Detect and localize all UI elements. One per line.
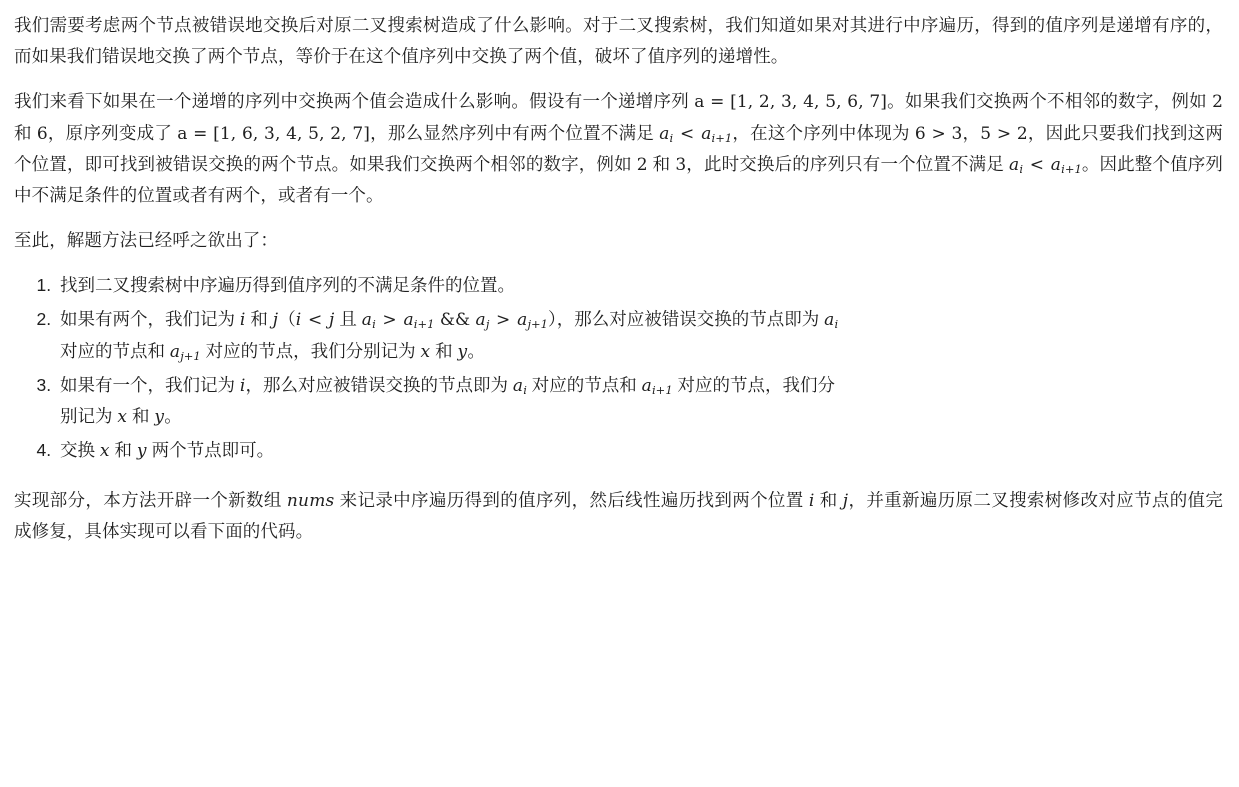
text-run: 和 xyxy=(127,406,155,427)
text-run: ，在这个序列中体现为 xyxy=(732,122,915,143)
paragraph-intro: 我们需要考虑两个节点被错误地交换后对原二叉搜索树造成了什么影响。对于二叉搜索树，我们知道如果对其进行中序遍历，得到的值序列是递增有序的，而如果我们错误地交换了两个节点，等价于在这个值序列中交换了两个值，破坏了值序列的递增性。 xyxy=(14,15,1223,67)
math-ai-gt-ai1: $a_i > a_{i+1}$ xyxy=(361,310,435,332)
math-condition-ai-lt: $a_i < a_{i+1}$ xyxy=(659,123,733,145)
paragraph-example xyxy=(14,86,1223,211)
math-j: j xyxy=(272,310,279,331)
math-condition-ai-lt-2: $a_i < a_{i+1}$ xyxy=(1009,154,1082,176)
steps-list xyxy=(14,270,1223,466)
math-value-2b: 2 xyxy=(636,154,648,175)
math-ai-single: $a_i$ xyxy=(512,375,527,397)
list-item xyxy=(56,435,1223,466)
text-run: 且 xyxy=(334,309,362,330)
math-sequence-a-swapped: a = [1, 6, 3, 4, 5, 2, 7] xyxy=(177,123,370,144)
text-run: 。因此整个值序列中不满足条件的位置或者有两个，或者有一个。 xyxy=(14,153,1223,206)
list-item xyxy=(56,304,1223,367)
math-5-gt-2: 5 > 2 xyxy=(980,123,1028,144)
math-value-3: 3 xyxy=(675,154,687,175)
text-run: 对应的节点，我们分别记为 xyxy=(200,340,421,361)
paragraph-implementation xyxy=(14,485,1223,547)
text-run: 。 xyxy=(164,406,182,427)
math-aj-gt-aj1: $a_j > a_{j+1}$ xyxy=(475,310,548,332)
text-run: ），那么对应被错误交换的节点即为 xyxy=(547,309,825,330)
math-y: y xyxy=(457,341,468,362)
text-run: 对应的节点，我们分 xyxy=(672,374,836,395)
math-and-operator: && xyxy=(434,310,476,331)
math-i: i xyxy=(239,310,246,331)
text-run: （ xyxy=(278,309,296,330)
math-aj1: $a_{j+1}$ xyxy=(169,341,201,363)
text-run: 两个节点即可。 xyxy=(146,440,275,461)
math-value-6: 6 xyxy=(36,123,48,144)
text-run: 和 xyxy=(430,340,458,361)
text-run: 来记录中序遍历得到的值序列，然后线性遍历找到两个位置 xyxy=(334,489,809,510)
text-run: 实现部分，本方法开辟一个新数组 xyxy=(14,489,287,510)
text-run: 。 xyxy=(467,340,485,361)
text-run: 交换 xyxy=(60,440,100,461)
text-run: 如果有两个，我们记为 xyxy=(60,309,240,330)
text-run: 和 xyxy=(109,440,137,461)
text-run: 和 xyxy=(245,309,273,330)
text-run: 别记为 xyxy=(60,406,118,427)
text-run: 和 xyxy=(814,489,843,510)
text-run: ，因此只要我们找到这两个位置，即可找到被错误交换的两个节点。如果我们交换两个相邻的数字，例如 xyxy=(14,122,1224,174)
text-run: 我们来看下如果在一个递增的序列中交换两个值会造成什么影响。假设有一个递增序列 xyxy=(14,91,695,112)
math-i-impl: i xyxy=(808,490,815,511)
text-run: ，那么显然序列中有两个位置不满足 xyxy=(369,122,660,143)
math-x-swap: x xyxy=(99,441,110,462)
math-value-2: 2 xyxy=(1212,92,1223,113)
text-run: 和 xyxy=(647,153,676,174)
math-i-single: i xyxy=(239,375,246,396)
list-item xyxy=(56,370,1223,433)
text-run: 和 xyxy=(14,122,37,143)
text-run: ， xyxy=(962,122,981,143)
math-j-impl: j xyxy=(842,490,849,511)
text-run: ，并重新遍历原二叉搜索树修改对应节点的值完成修复，具体实现可以看下面的代码。 xyxy=(14,489,1223,541)
math-sequence-a: a = [1, 2, 3, 4, 5, 6, 7] xyxy=(694,92,888,113)
math-ai: $a_i$ xyxy=(824,310,839,332)
list-item: 1. 找到二叉搜索树中序遍历得到值序列的不满足条件的位置。 xyxy=(56,270,1223,301)
math-y-single: y xyxy=(154,407,165,428)
math-nums: nums xyxy=(286,490,335,511)
text-run: 如果有一个，我们记为 xyxy=(60,374,240,395)
text-run: ，那么对应被错误交换的节点即为 xyxy=(245,374,513,395)
text-run: ，原序列变成了 xyxy=(47,122,178,143)
math-6-gt-3: 6 > 3 xyxy=(914,123,963,144)
math-ai1-single: $a_{i+1}$ xyxy=(641,375,673,397)
text-run: ，此时交换后的序列只有一个位置不满足 xyxy=(686,153,1009,174)
math-y-swap: y xyxy=(136,441,147,462)
text-run: 。如果我们交换两个不相邻的数字，例如 xyxy=(887,91,1213,112)
math-x: x xyxy=(420,341,431,362)
paragraph-lead-in: 至此，解题方法已经呼之欲出了： xyxy=(14,230,278,251)
text-run: 对应的节点和 xyxy=(60,340,170,361)
math-x-single: x xyxy=(117,407,128,428)
text-run: 对应的节点和 xyxy=(526,374,642,395)
math-i-lt-j: i < j xyxy=(295,310,335,331)
